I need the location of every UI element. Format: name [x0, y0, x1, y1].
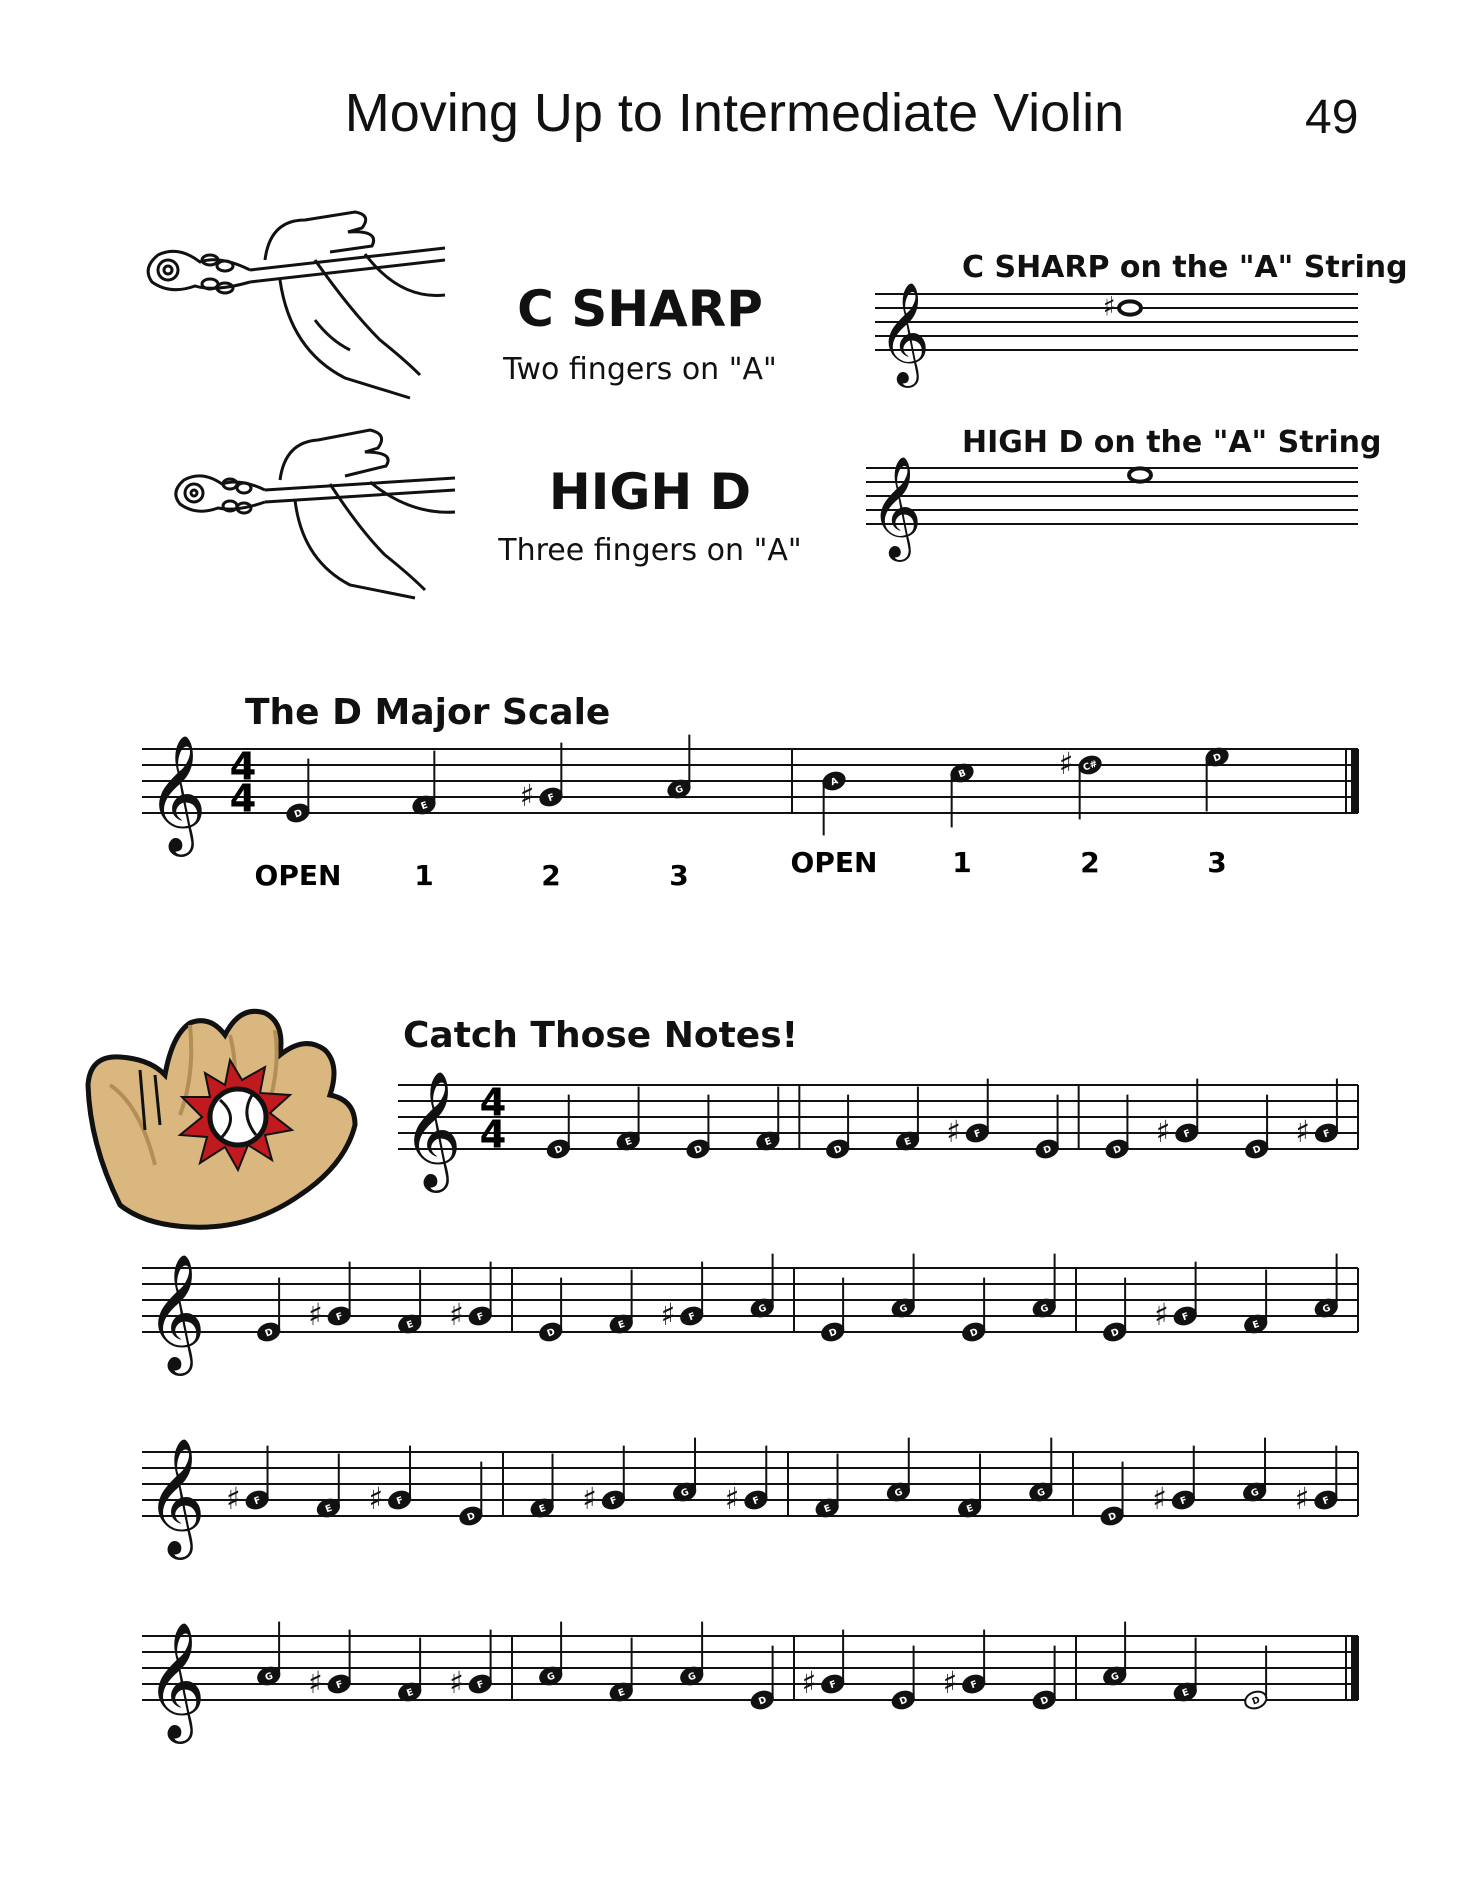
treble-clef: 𝄞: [147, 733, 207, 852]
note: [545, 1138, 571, 1160]
note-subtitle: Three fingers on "A": [498, 533, 802, 568]
note: [538, 786, 564, 808]
note-heading: HIGH D: [548, 463, 752, 521]
note-name: F: [252, 1494, 263, 1508]
note: [743, 1489, 769, 1511]
page-title: Moving Up to Intermediate Violin: [344, 83, 1125, 143]
sharp-sign: ♯: [1058, 746, 1074, 782]
sharp-sign: ♯: [1295, 1114, 1311, 1150]
note-name: D: [1111, 1143, 1123, 1157]
sharp-sign: ♯: [449, 1297, 464, 1333]
note-name: D: [1039, 1694, 1051, 1708]
fingering-label: 2: [541, 859, 561, 892]
note-name: E: [822, 1502, 833, 1516]
note-name: E: [623, 1135, 634, 1149]
note: [600, 1489, 626, 1511]
note: [1104, 1138, 1130, 1160]
note: [1099, 1505, 1125, 1527]
note: [685, 1138, 711, 1160]
treble-clef: 𝄞: [402, 1069, 462, 1188]
note-name: E: [616, 1686, 627, 1700]
note: [890, 1689, 916, 1711]
note-name: D: [1250, 1694, 1262, 1708]
note-name: G: [1109, 1670, 1121, 1684]
note-name: E: [763, 1135, 774, 1149]
note-heading: C SHARP: [517, 280, 763, 338]
note-name: D: [757, 1694, 769, 1708]
note-name: E: [323, 1502, 334, 1516]
note: [387, 1489, 413, 1511]
note-name: F: [972, 1127, 983, 1141]
note-name: F: [475, 1310, 486, 1324]
treble-clef: 𝄞: [146, 1620, 206, 1739]
whole-note: [1129, 468, 1151, 481]
sharp-sign: ♯: [660, 1297, 676, 1333]
note: [244, 1489, 270, 1511]
note-name: G: [1321, 1302, 1333, 1316]
note-name: G: [893, 1486, 905, 1500]
note-name: F: [828, 1678, 838, 1692]
note-name: G: [898, 1302, 910, 1316]
note: [467, 1305, 493, 1327]
fingering-label: 3: [1207, 846, 1227, 879]
note-name: E: [537, 1502, 548, 1516]
fingering-label: 1: [952, 846, 972, 879]
note: [467, 1673, 493, 1695]
note-name: F: [687, 1310, 697, 1324]
fingering-label: 1: [414, 859, 434, 892]
note: [679, 1305, 705, 1327]
sharp-sign: ♯: [308, 1297, 323, 1333]
note-name: D: [545, 1326, 557, 1340]
note: [1031, 1689, 1057, 1711]
note-name: G: [1249, 1486, 1261, 1500]
page-number: 49: [1305, 91, 1359, 144]
note: [1172, 1305, 1198, 1327]
note-name: G: [1035, 1486, 1047, 1500]
note-name: D: [832, 1143, 844, 1157]
treble-clef: 𝄞: [878, 280, 931, 384]
note-name: G: [1039, 1302, 1051, 1316]
note-name: D: [1251, 1143, 1263, 1157]
sharp-sign: ♯: [1102, 291, 1116, 323]
sharp-sign: ♯: [942, 1665, 958, 1701]
note-name: E: [965, 1502, 975, 1516]
note-name: D: [1211, 751, 1223, 765]
sharp-sign: ♯: [368, 1481, 384, 1517]
note: [820, 1673, 846, 1695]
note-name: D: [898, 1694, 910, 1708]
note: [256, 1321, 282, 1343]
note-name: F: [475, 1678, 486, 1692]
note-name: F: [608, 1494, 619, 1508]
note: [1034, 1138, 1060, 1160]
fingering-label: OPEN: [790, 846, 878, 879]
note-name: A: [829, 775, 840, 789]
section-title: The D Major Scale: [245, 692, 611, 733]
note-name: D: [292, 807, 304, 821]
note-name: E: [405, 1686, 415, 1700]
treble-clef: 𝄞: [146, 1436, 206, 1555]
note: [1077, 754, 1103, 776]
note: [820, 1321, 846, 1343]
sharp-sign: ♯: [946, 1114, 961, 1150]
note-name: G: [673, 783, 685, 797]
note-name: F: [1180, 1310, 1191, 1324]
note-name: D: [968, 1326, 980, 1340]
note-name: E: [405, 1318, 415, 1332]
staff-caption: C SHARP on the "A" String: [962, 250, 1408, 285]
note-name: E: [1251, 1318, 1261, 1332]
note: [1314, 1122, 1340, 1144]
note-name: C#: [1081, 758, 1100, 774]
note-name: E: [903, 1135, 913, 1149]
treble-clef: 𝄞: [146, 1252, 206, 1371]
note-name: F: [751, 1494, 762, 1508]
sharp-sign: ♯: [724, 1481, 740, 1517]
note: [326, 1673, 352, 1695]
note-name: G: [686, 1670, 698, 1684]
note: [1243, 1689, 1269, 1711]
time-signature: 4: [229, 776, 257, 822]
sharp-sign: ♯: [449, 1665, 464, 1701]
sharp-sign: ♯: [308, 1665, 323, 1701]
note-name: F: [1182, 1127, 1193, 1141]
fingering-label: 2: [1080, 846, 1100, 879]
note-name: F: [1321, 1494, 1332, 1508]
note-name: E: [419, 799, 430, 813]
note: [1174, 1122, 1200, 1144]
note-name: D: [827, 1326, 839, 1340]
note-name: E: [1180, 1686, 1191, 1700]
sharp-sign: ♯: [1155, 1114, 1171, 1150]
sharp-sign: ♯: [801, 1665, 817, 1701]
note-name: G: [545, 1670, 557, 1684]
note-name: E: [616, 1318, 627, 1332]
section-title: Catch Those Notes!: [403, 1015, 799, 1056]
note-name: F: [334, 1310, 345, 1324]
time-signature: 4: [479, 1080, 507, 1126]
note: [964, 1122, 990, 1144]
note-name: D: [1107, 1510, 1119, 1524]
note-name: D: [263, 1326, 275, 1340]
time-signature: 4: [229, 744, 257, 790]
note-name: G: [757, 1302, 769, 1316]
note: [1102, 1321, 1128, 1343]
sharp-sign: ♯: [1294, 1481, 1310, 1517]
final-barline: [1351, 1636, 1359, 1700]
note: [1313, 1489, 1339, 1511]
sharp-sign: ♯: [225, 1481, 241, 1517]
note: [1244, 1138, 1270, 1160]
fingering-label: OPEN: [254, 859, 342, 892]
note: [538, 1321, 564, 1343]
note-name: F: [395, 1494, 405, 1508]
note-name: D: [692, 1143, 704, 1157]
note: [825, 1138, 851, 1160]
note: [326, 1305, 352, 1327]
note: [961, 1321, 987, 1343]
treble-clef: 𝄞: [870, 454, 923, 558]
note-name: G: [679, 1486, 691, 1500]
note: [1170, 1489, 1196, 1511]
staff-caption: HIGH D on the "A" String: [962, 425, 1382, 460]
note-name: D: [1109, 1326, 1121, 1340]
note: [458, 1505, 484, 1527]
fingering-label: 3: [669, 859, 689, 892]
note-name: D: [465, 1510, 477, 1524]
note-name: B: [957, 767, 968, 781]
note-subtitle: Two fingers on "A": [503, 352, 777, 387]
note-name: F: [334, 1678, 345, 1692]
note-name: F: [1178, 1494, 1189, 1508]
sharp-sign: ♯: [1154, 1297, 1169, 1333]
note: [821, 770, 847, 792]
note-name: F: [969, 1678, 979, 1692]
note-name: D: [1042, 1143, 1054, 1157]
note-name: F: [1322, 1127, 1332, 1141]
time-signature: 4: [479, 1112, 507, 1158]
final-barline: [1351, 749, 1359, 813]
note: [285, 802, 311, 824]
sharp-sign: ♯: [1152, 1481, 1167, 1517]
note-name: G: [263, 1670, 275, 1684]
sharp-sign: ♯: [519, 778, 535, 814]
sharp-sign: ♯: [582, 1481, 597, 1517]
note: [961, 1673, 987, 1695]
note: [749, 1689, 775, 1711]
note-name: D: [553, 1143, 565, 1157]
whole-note: [1119, 301, 1141, 314]
note-name: F: [546, 791, 557, 805]
baseball-glove-icon: [80, 995, 365, 1235]
